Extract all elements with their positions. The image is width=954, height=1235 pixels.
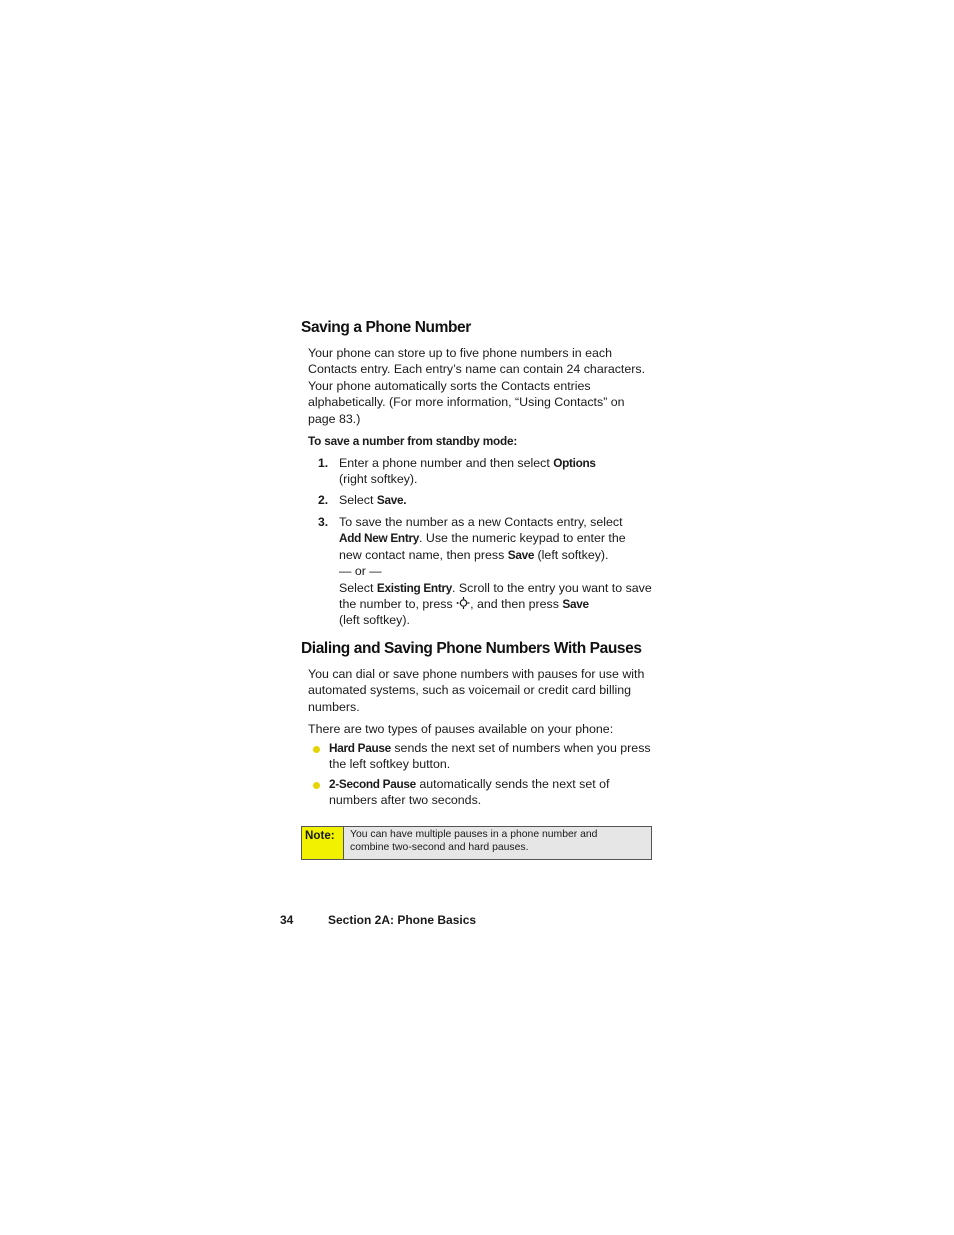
step-3 bbox=[339, 514, 652, 629]
navigation-key-icon bbox=[456, 597, 470, 609]
intro-line: automated systems, such as voicemail or credit card billing bbox=[308, 683, 631, 698]
procedure-title: To save a number from standby mode: bbox=[308, 434, 518, 448]
step-text: Enter a phone number and then select bbox=[339, 456, 554, 470]
step-1 bbox=[339, 455, 596, 488]
note-line: combine two-second and hard pauses. bbox=[350, 842, 529, 854]
bullet-text: automatically sends the next set of bbox=[415, 777, 610, 791]
options-keyword: Options bbox=[553, 456, 596, 470]
intro-line: numbers. bbox=[308, 699, 360, 714]
section-heading-saving-phone-number: Saving a Phone Number bbox=[301, 319, 471, 336]
bullet-text: numbers after two seconds. bbox=[329, 793, 482, 808]
intro-line: Your phone can store up to five phone numbers in each bbox=[308, 346, 613, 360]
step-text: To save the number as a new Contacts entry, select bbox=[339, 515, 623, 529]
intro-line: page 83.) bbox=[308, 411, 361, 426]
step-number: 1. bbox=[318, 456, 329, 470]
step-text: the number to, press bbox=[339, 597, 457, 612]
step-text: . Use the numeric keypad to enter the bbox=[419, 531, 626, 546]
note-box bbox=[301, 826, 652, 860]
intro-line: alphabetically. (For more information, “Using Contacts” on bbox=[308, 395, 625, 410]
step-text: . Scroll to the entry you want to save bbox=[452, 580, 652, 595]
step-text: (left softkey). bbox=[534, 547, 609, 562]
step-text: , and then press bbox=[470, 597, 563, 612]
section1-intro bbox=[308, 345, 645, 427]
intro-line: Your phone automatically sorts the Contacts entries bbox=[308, 378, 591, 393]
step-text: (right softkey). bbox=[339, 472, 418, 487]
existing-entry-keyword: Existing Entry bbox=[376, 580, 453, 595]
save-keyword: Save. bbox=[376, 493, 407, 507]
bullet-icon bbox=[313, 782, 320, 789]
bullet-two-second-pause bbox=[329, 776, 609, 809]
step-text: Select bbox=[339, 580, 377, 595]
step-text: new contact name, then press bbox=[339, 547, 508, 562]
note-label: Note: bbox=[302, 827, 344, 859]
step-text: (left softkey). bbox=[339, 613, 410, 628]
or-separator: — or — bbox=[339, 564, 382, 579]
intro-line: You can dial or save phone numbers with pauses for use with bbox=[308, 667, 645, 681]
step-2 bbox=[339, 492, 406, 508]
note-line: You can have multiple pauses in a phone number and bbox=[350, 829, 598, 840]
step-number: 3. bbox=[318, 515, 329, 529]
bullet-icon bbox=[313, 746, 320, 753]
bullet-text: sends the next set of numbers when you press bbox=[390, 741, 651, 755]
bullet-text: the left softkey button. bbox=[329, 757, 451, 772]
section-heading-dialing-with-pauses: Dialing and Saving Phone Numbers With Pauses bbox=[301, 640, 642, 657]
step-number: 2. bbox=[318, 493, 329, 507]
hard-pause-keyword: Hard Pause bbox=[329, 741, 391, 755]
step-text: Select bbox=[339, 493, 377, 507]
note-text bbox=[344, 827, 651, 859]
pause-types-line: There are two types of pauses available on your phone: bbox=[308, 722, 614, 736]
intro-line: Contacts entry. Each entry’s name can contain 24 characters. bbox=[308, 362, 646, 377]
two-second-pause-keyword: 2-Second Pause bbox=[329, 777, 416, 791]
save-keyword: Save bbox=[562, 597, 589, 612]
page-number: 34 bbox=[280, 913, 294, 927]
bullet-hard-pause bbox=[329, 740, 651, 773]
section2-intro bbox=[308, 666, 644, 715]
save-keyword: Save bbox=[507, 547, 535, 562]
add-new-entry-keyword: Add New Entry bbox=[339, 531, 419, 546]
section-title: Section 2A: Phone Basics bbox=[328, 913, 477, 927]
